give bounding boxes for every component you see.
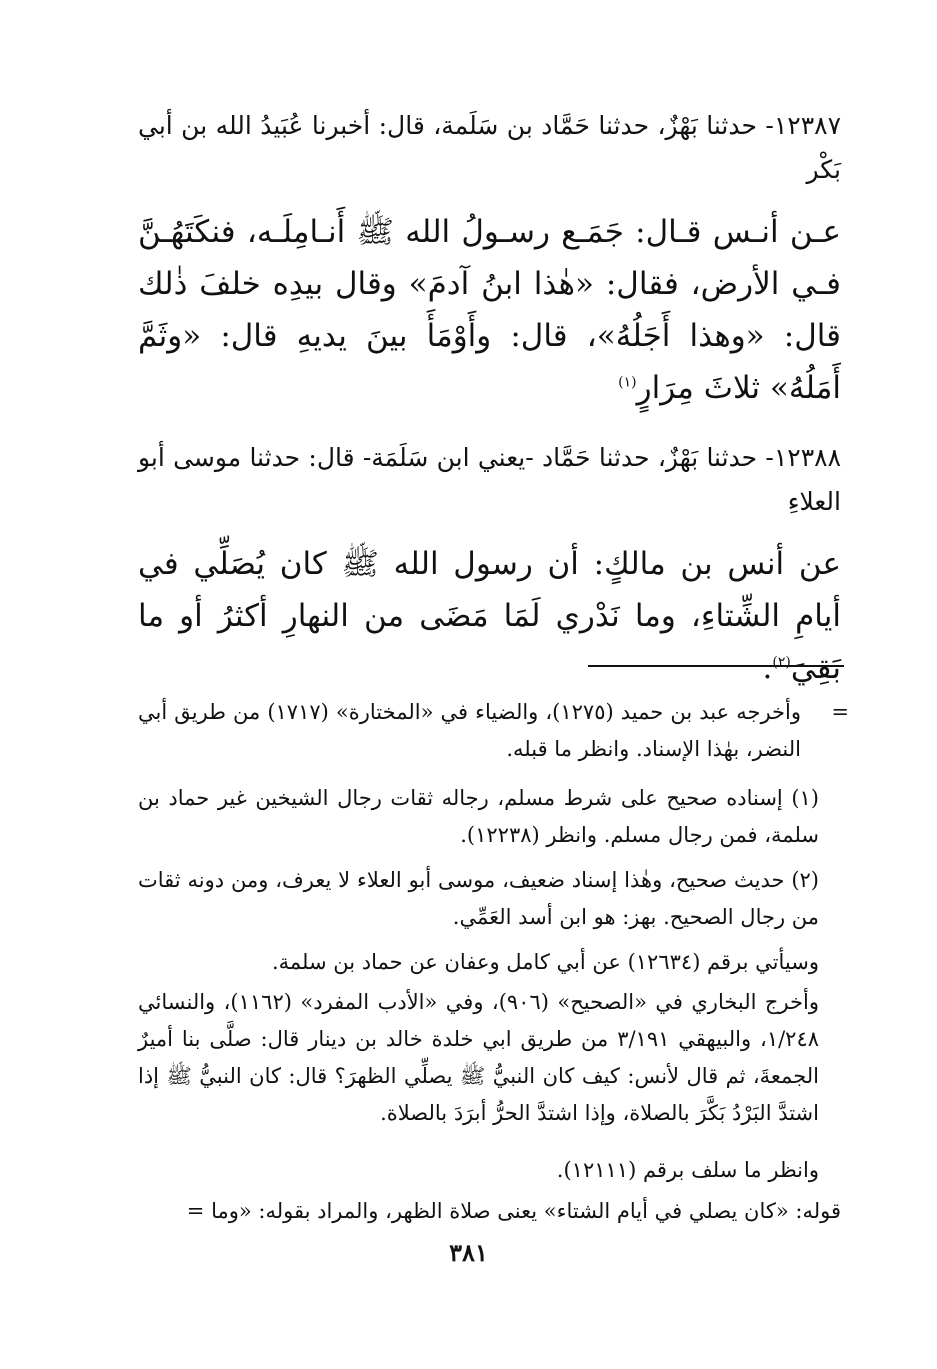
footnote-2a xyxy=(138,862,841,936)
footnote-text: وانظر ما سلف برقم (١٢١١١). xyxy=(556,1158,819,1182)
footnote-text: (٢) حديث صحيح، وهٰذا إسناد ضعيف، موسى أبو العلاء لا يعرف، ومن دونه ثقات من رجال الصحيح. بهز: هو ابن أسد العَمِّي. xyxy=(138,868,819,929)
footnote-2c xyxy=(138,984,841,1132)
matn-text: عن أنس بن مالكٍ: أن رسول الله ﷺ كان يُصَلِّي في أيامِ الشِّتاءِ، وما نَدْري لَمَا مَضَى من النهارِ أكثرُ أو ما بَقِيَ xyxy=(138,546,841,686)
hadith-12388-isnad xyxy=(138,436,841,524)
hadith-12387-matn xyxy=(138,206,841,414)
footnote-2d xyxy=(138,1152,841,1189)
isnad-text: ١٢٣٨٧- حدثنا بَهْزٌ، حدثنا حَمَّاد بن سَلَمة، قال: أخبرنا عُبَيدُ الله بن أبي بَكْر xyxy=(138,111,841,184)
footnote-1 xyxy=(138,780,841,854)
footnote-text: قوله: «كان يصلي في أيام الشتاء» يعنى صلاة الظهر، والمراد بقوله: «وما = xyxy=(186,1199,841,1223)
hadith-12388-matn xyxy=(138,538,841,694)
footnote-ref-2: (٢) xyxy=(772,654,791,671)
isnad-text: ١٢٣٨٨- حدثنا بَهْزٌ، حدثنا حَمَّاد -يعني ابن سَلَمَة- قال: حدثنا موسى أبو العلاءِ xyxy=(138,443,841,516)
hadith-12387-isnad xyxy=(138,104,841,192)
footnote-text: وسيأتي برقم (١٢٦٣٤) عن أبي كامل وعفان عن حماد بن سلمة. xyxy=(271,950,819,974)
footnote-text: وأخرجه عبد بن حميد (١٢٧٥)، والضياء في «المختارة» (١٧١٧) من طريق أبي النضر، بهٰذا الإسناد. وانظر ما قبله. xyxy=(138,700,802,761)
footnote-separator xyxy=(588,665,844,667)
footnote-text: وأخرج البخاري في «الصحيح» (٩٠٦)، وفي «الأدب المفرد» (١١٦٢)، والنسائي ١/٢٤٨، والبيهقي ٣/١٩١ من طريق ابي خلدة خالد بن دينار قال: صلَّى بنا أميرٌ الجمعةَ، ثم قال لأنس: كيف كان النبيُّ ﷺ يصلِّي الظهرَ؟ قال: كان النبيُّ ﷺ إذا اشتدَّ البَرْدُ بَكَّرَ بالصلاة، وإذا اشتدَّ الحرُّ أبرَدَ بالصلاة. xyxy=(138,990,820,1125)
footnote-2e xyxy=(138,1193,841,1230)
footnote-2b xyxy=(138,944,841,981)
footnote-continuation xyxy=(138,694,849,768)
page-number: ٣٨١ xyxy=(449,1238,488,1267)
matn-text: عـن أنـس قـال: جَمَـع رسـولُ الله ﷺ أَنـامِلَـه، فنكَتَهُـنَّ فـي الأرض، فقال: «هٰذا ابنُ آدمَ» وقال بيدِه خلفَ ذٰلك قال: «وهذا أَجَلُهُ»، قال: وأَوْمَأَ بينَ يديهِ قال: «وثَمَّ أَمَلُهُ» ثلاثَ مِرَارٍ xyxy=(138,214,841,406)
matn-end: . xyxy=(762,650,773,686)
footnote-ref-1: (١) xyxy=(618,374,637,391)
footnote-text: (١) إسناده صحيح على شرط مسلم، رجاله ثقات رجال الشيخين غير حماد بن سلمة، فمن رجال مسلم. وانظر (١٢٢٣٨). xyxy=(138,786,819,847)
continuation-marker: = xyxy=(831,700,849,724)
